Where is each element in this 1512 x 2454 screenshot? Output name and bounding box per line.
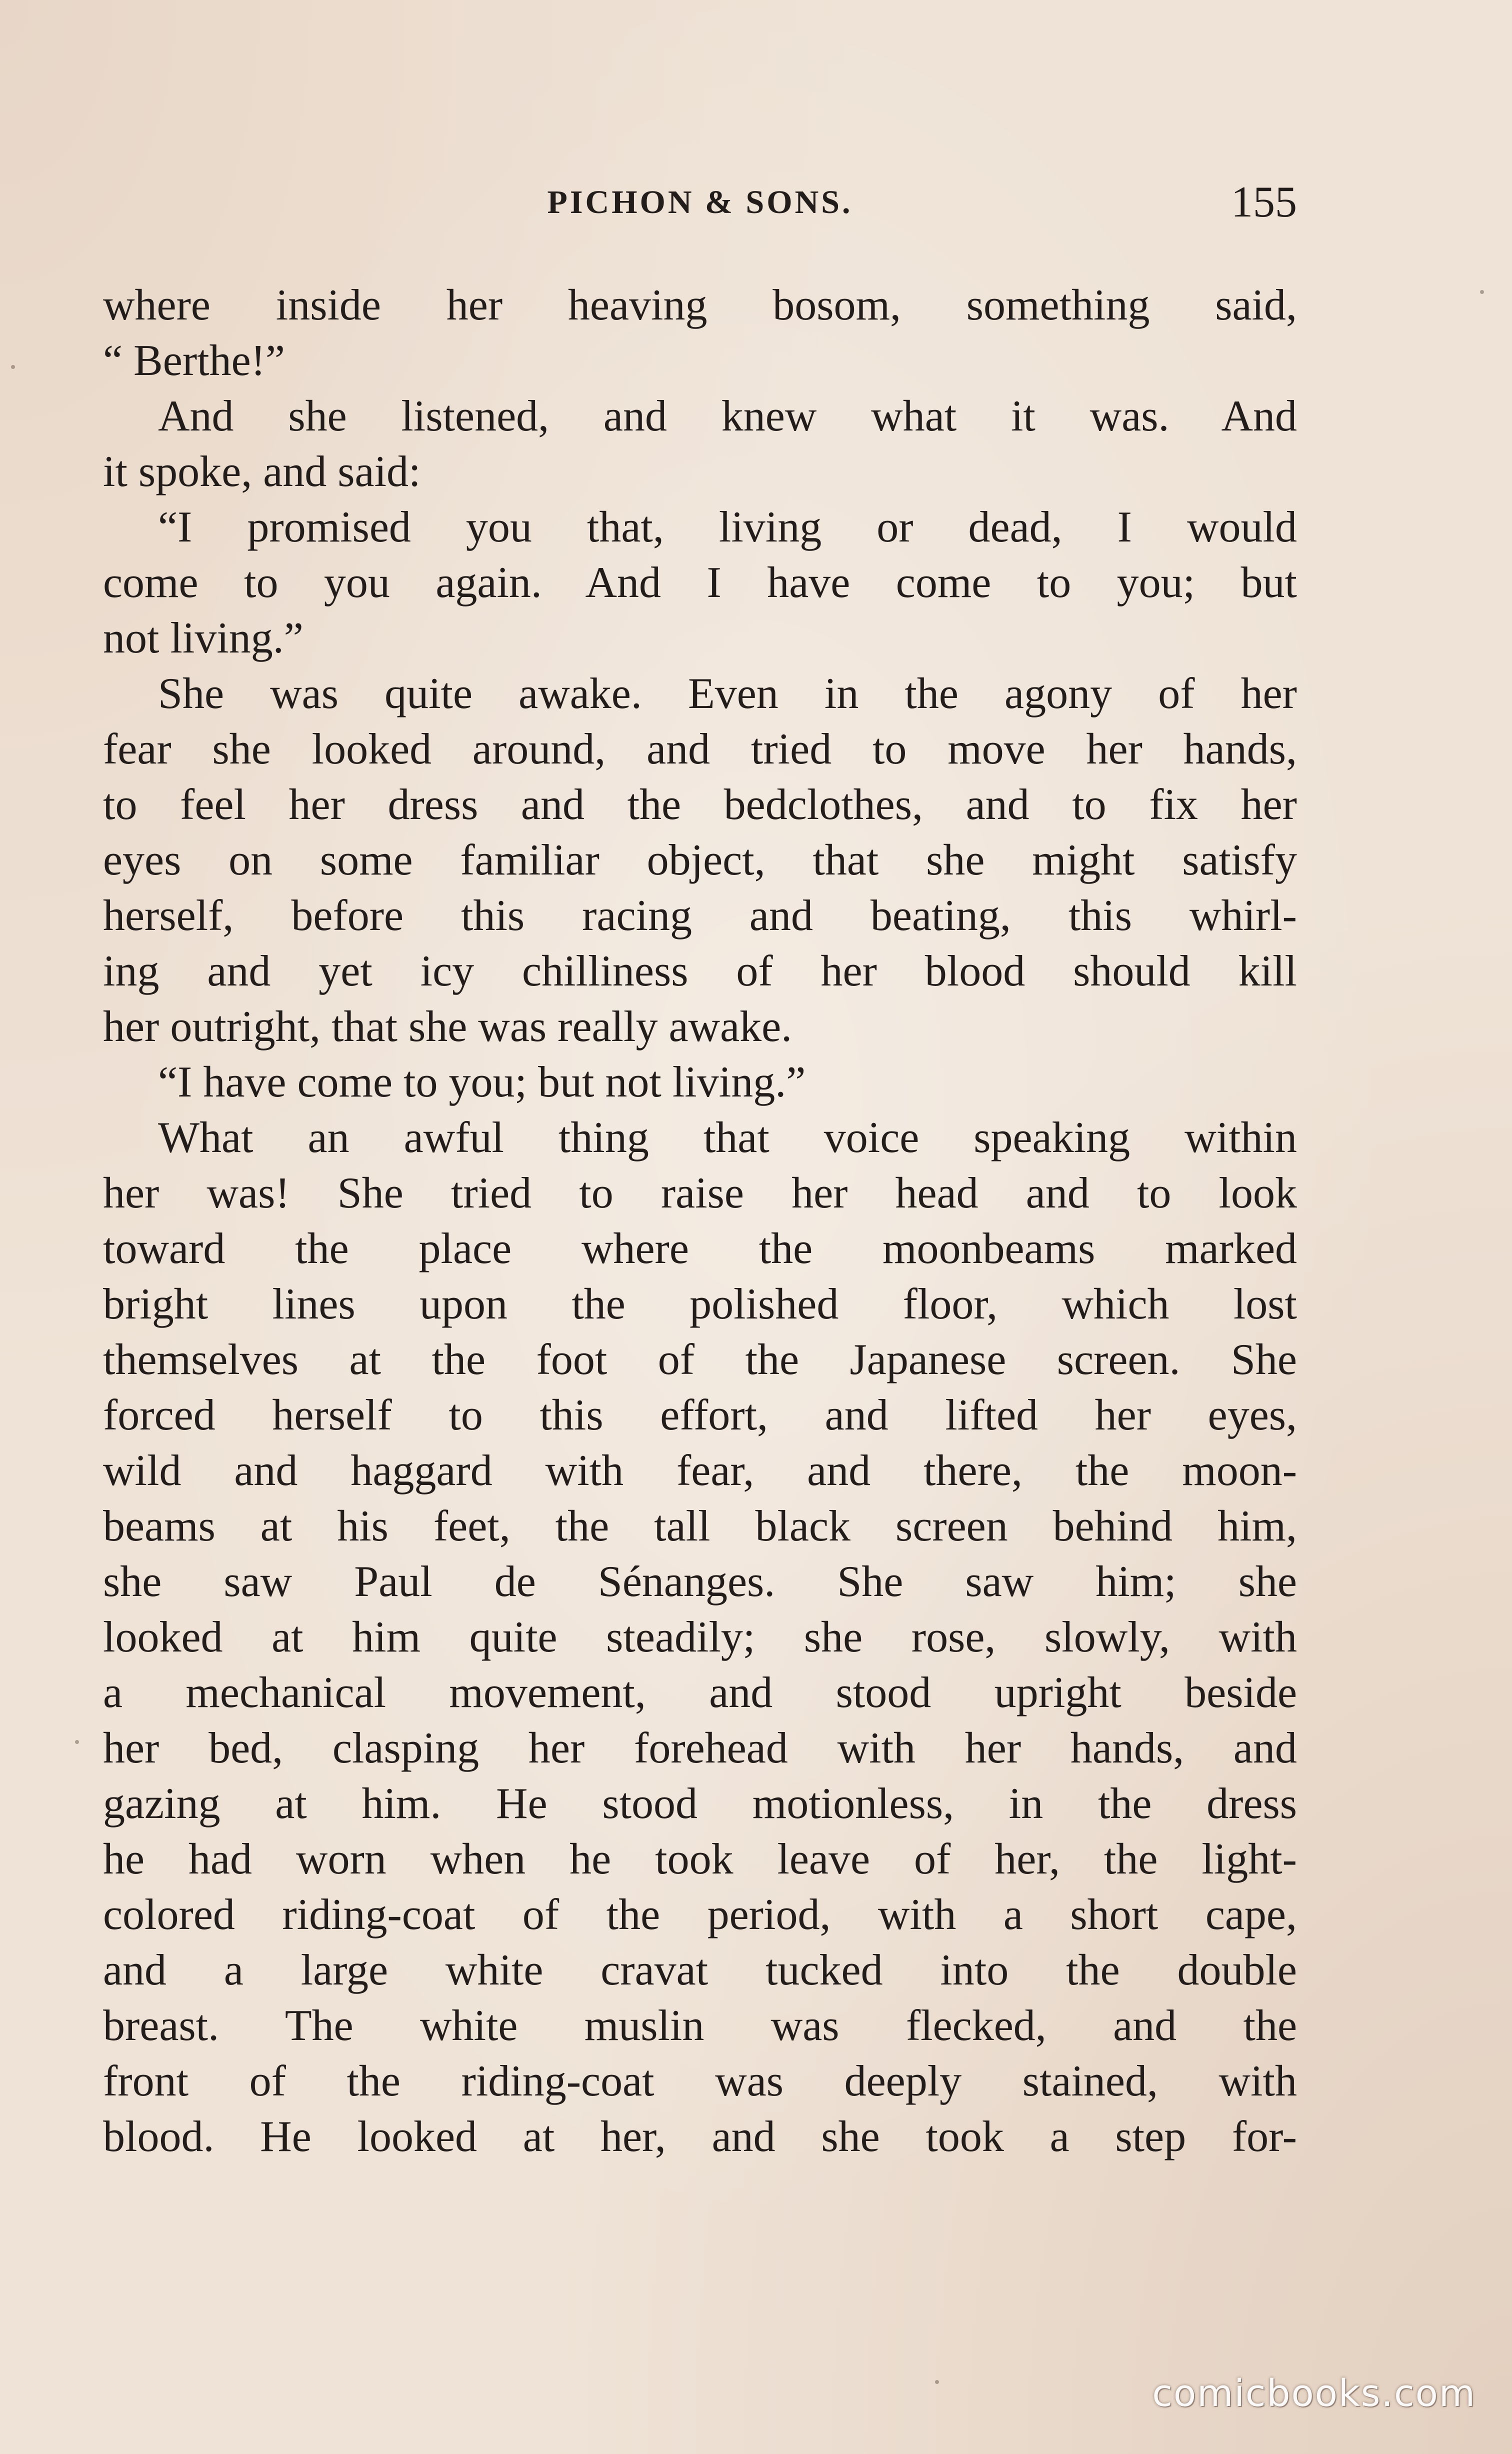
text-line: front of the riding-coat was deeply stained, with <box>103 2057 1297 2106</box>
text-line: colored riding-coat of the period, with a short cape, <box>103 1890 1297 1939</box>
text-line: themselves at the foot of the Japanese screen. She <box>103 1336 1297 1384</box>
paper-speck <box>1480 290 1484 294</box>
text-line: her outright, that she was really awake. <box>103 1002 792 1051</box>
text-line: a mechanical movement, and stood upright beside <box>103 1668 1297 1717</box>
paper-speck <box>935 2380 939 2384</box>
body-text <box>103 278 1297 2164</box>
paragraph-start-line: And she listened, and knew what it was. And <box>158 392 1297 440</box>
text-line: and a large white cravat tucked into the double <box>103 1946 1297 1994</box>
text-line: it spoke, and said: <box>103 448 421 496</box>
text-line: “ Berthe!” <box>103 336 285 385</box>
text-line: her was! She tried to raise her head and to look <box>103 1169 1297 1218</box>
text-line: not living.” <box>103 614 304 662</box>
text-line: he had worn when he took leave of her, the light- <box>103 1835 1297 1884</box>
text-line: fear she looked around, and tried to move her hands, <box>103 725 1297 774</box>
text-line: forced herself to this effort, and lifted her eyes, <box>103 1391 1297 1440</box>
text-line: bright lines upon the polished floor, which lost <box>103 1280 1297 1328</box>
text-line: blood. He looked at her, and she took a step for- <box>103 2112 1297 2161</box>
running-head <box>103 175 1297 235</box>
text-line: gazing at him. He stood motionless, in the dress <box>103 1780 1297 1828</box>
text-line: wild and haggard with fear, and there, the moon- <box>103 1446 1297 1495</box>
text-line: herself, before this racing and beating, this whirl- <box>103 892 1297 940</box>
watermark-text: comicbooks.com <box>1152 2372 1476 2415</box>
text-line: breast. The white muslin was flecked, and the <box>103 2002 1297 2050</box>
paragraph-start-line: “I have come to you; but not living.” <box>158 1058 806 1106</box>
text-line: she saw Paul de Sénanges. She saw him; she <box>103 1558 1297 1606</box>
running-head-title: PICHON & SONS. <box>547 184 853 220</box>
page-number: 155 <box>1231 178 1297 226</box>
text-line: ing and yet icy chilliness of her blood should kill <box>103 947 1297 996</box>
paper-speck <box>75 1740 79 1744</box>
text-line: beams at his feet, the tall black screen behind him, <box>103 1502 1297 1550</box>
text-line: eyes on some familiar object, that she might satisfy <box>103 836 1297 884</box>
text-line: toward the place where the moonbeams marked <box>103 1224 1297 1273</box>
text-line: looked at him quite steadily; she rose, slowly, with <box>103 1613 1297 1662</box>
paragraph-start-line: She was quite awake. Even in the agony of her <box>158 670 1297 718</box>
text-line: her bed, clasping her forehead with her hands, and <box>103 1724 1297 1772</box>
paragraph-start-line: “I promised you that, living or dead, I would <box>158 503 1297 552</box>
text-line: come to you again. And I have come to you; but <box>103 558 1297 607</box>
text-line: where inside her heaving bosom, something said, <box>103 281 1297 330</box>
text-line: to feel her dress and the bedclothes, and to fix her <box>103 780 1297 829</box>
paper-speck <box>11 365 15 369</box>
paragraph-start-line: What an awful thing that voice speaking within <box>158 1114 1297 1162</box>
